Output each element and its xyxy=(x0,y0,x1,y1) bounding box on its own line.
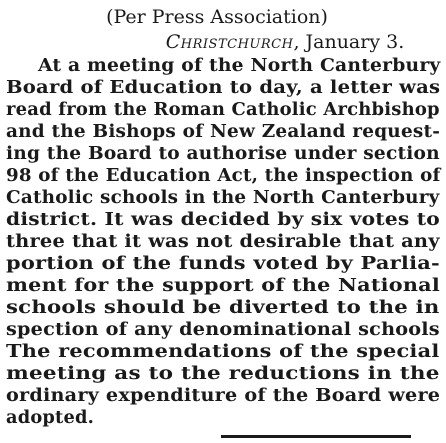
dateline-place: Christchurch xyxy=(165,31,294,53)
article-line: Catholic schools in the North Canterbury xyxy=(6,187,440,208)
article-line: The recommendations of the special xyxy=(6,341,440,362)
article-line: portion of the funds voted by Parlia- xyxy=(6,253,440,274)
article-line: district. It was decided by six votes to xyxy=(6,209,440,230)
article-line: ing the Board to authorise under section xyxy=(6,143,440,164)
article-line: meeting as to the reductions in the xyxy=(6,363,440,384)
article-line: Board of Education to day, a letter was xyxy=(6,77,441,98)
article-line: three that it was not desirable that any xyxy=(6,231,440,252)
article-line: spection of any denominational schools xyxy=(6,319,440,340)
article-line: ordinary expenditure of the Board were xyxy=(6,385,441,406)
dateline-date: , January 3. xyxy=(293,31,405,53)
article-line: 98 of the Education Act, the inspection of xyxy=(6,165,441,186)
column-rule xyxy=(221,435,411,438)
article-line: adopted. xyxy=(6,407,94,428)
source-line: (Per Press Association) xyxy=(106,6,328,28)
dateline xyxy=(62,31,446,53)
article-line: At a meeting of the North Canterbury xyxy=(38,55,441,76)
article-line: and the Bishops of New Zealand request- xyxy=(6,121,441,142)
article-line: read from the Roman Catholic Archbishop xyxy=(6,99,440,120)
article-line: schools should be diverted to the in xyxy=(6,297,440,318)
article-line: ment for the support of the National xyxy=(6,275,440,296)
